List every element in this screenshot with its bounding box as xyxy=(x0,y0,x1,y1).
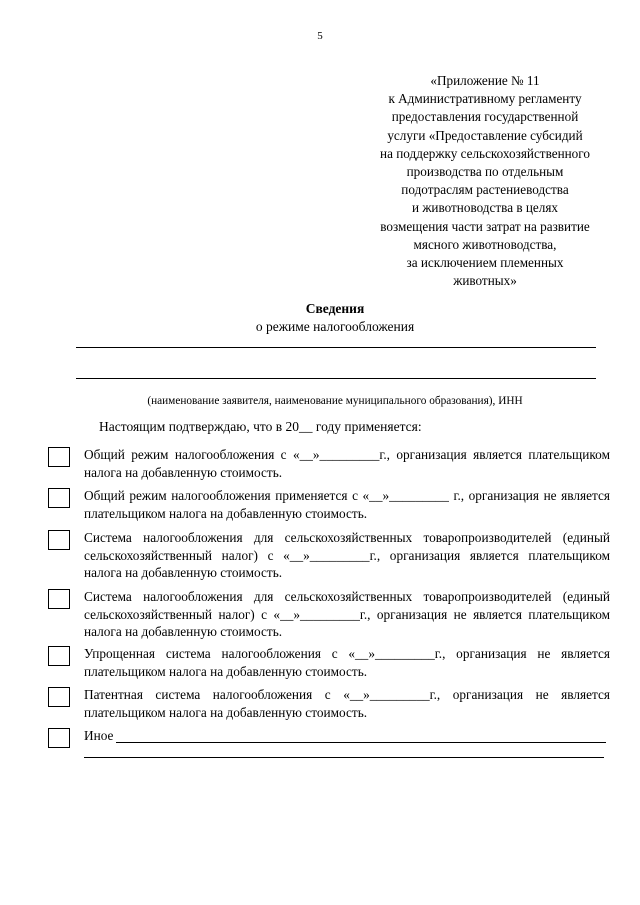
option-text: Система налогообложения для сельскохозяйственных товаропроизводителей (единый сельскохозяйственный налог) с «__»_________г., организация является плательщиком налога на добавленную стоимость. xyxy=(84,530,610,580)
appendix-line: на поддержку сельскохозяйственного xyxy=(380,145,590,161)
appendix-line: мясного животноводства, xyxy=(413,236,557,252)
option-checkbox[interactable] xyxy=(48,687,70,707)
other-label: Иное xyxy=(84,728,114,743)
appendix-header xyxy=(360,72,610,290)
option-checkbox[interactable] xyxy=(48,646,70,666)
option-text: Общий режим налогообложения применяется с «__»_________ г., организация не является плательщиком налога на добавленную стоимость. xyxy=(84,488,610,521)
option-text: Система налогообложения для сельскохозяйственных товаропроизводителей (единый сельскохозяйственный налог) с «__»_________г., организация не является плательщиком налога на добавленную стоимость. xyxy=(84,589,610,639)
appendix-line: производства по отдельным xyxy=(406,164,564,180)
appendix-line: возмещения части затрат на развитие xyxy=(380,218,590,234)
appendix-line: предоставления государственной xyxy=(391,109,579,125)
appendix-line: «Приложение № 11 xyxy=(430,73,540,88)
option-checkbox[interactable] xyxy=(48,488,70,508)
option-checkbox[interactable] xyxy=(48,589,70,609)
option-checkbox[interactable] xyxy=(48,728,70,748)
page-number: 5 xyxy=(317,30,323,42)
option-checkbox[interactable] xyxy=(48,447,70,467)
document-subtitle: о режиме налогообложения xyxy=(255,319,415,334)
applicant-inn-line[interactable] xyxy=(76,378,596,379)
option-text: Общий режим налогообложения с «__»_________г., организация является плательщиком налога на добавленную стоимость. xyxy=(84,447,610,480)
other-input-line-2[interactable] xyxy=(84,757,604,758)
applicant-name-line[interactable] xyxy=(76,347,596,348)
document-title: Сведения xyxy=(305,301,365,316)
appendix-line: к Административному регламенту xyxy=(388,91,582,107)
appendix-line: услуги «Предоставление субсидий xyxy=(387,127,583,143)
option-text: Упрощенная система налогообложения с «__»_________г., организация не является плательщиком налога на добавленную стоимость. xyxy=(84,646,610,679)
option-checkbox[interactable] xyxy=(48,530,70,550)
other-input-line[interactable] xyxy=(116,742,606,743)
appendix-line: подотраслям растениеводства xyxy=(401,182,569,198)
applicant-caption: (наименование заявителя, наименование муниципального образования), ИНН xyxy=(147,395,523,407)
appendix-line: за исключением племенных xyxy=(406,255,564,271)
title-block xyxy=(0,300,640,336)
appendix-line: животных» xyxy=(453,273,517,289)
intro-text: Настоящим подтверждаю, что в 20__ году применяется: xyxy=(99,419,422,434)
option-text: Патентная система налогообложения с «__»_________г., организация не является плательщиком налога на добавленную стоимость. xyxy=(84,687,610,720)
appendix-line: и животноводства в целях xyxy=(411,200,559,216)
